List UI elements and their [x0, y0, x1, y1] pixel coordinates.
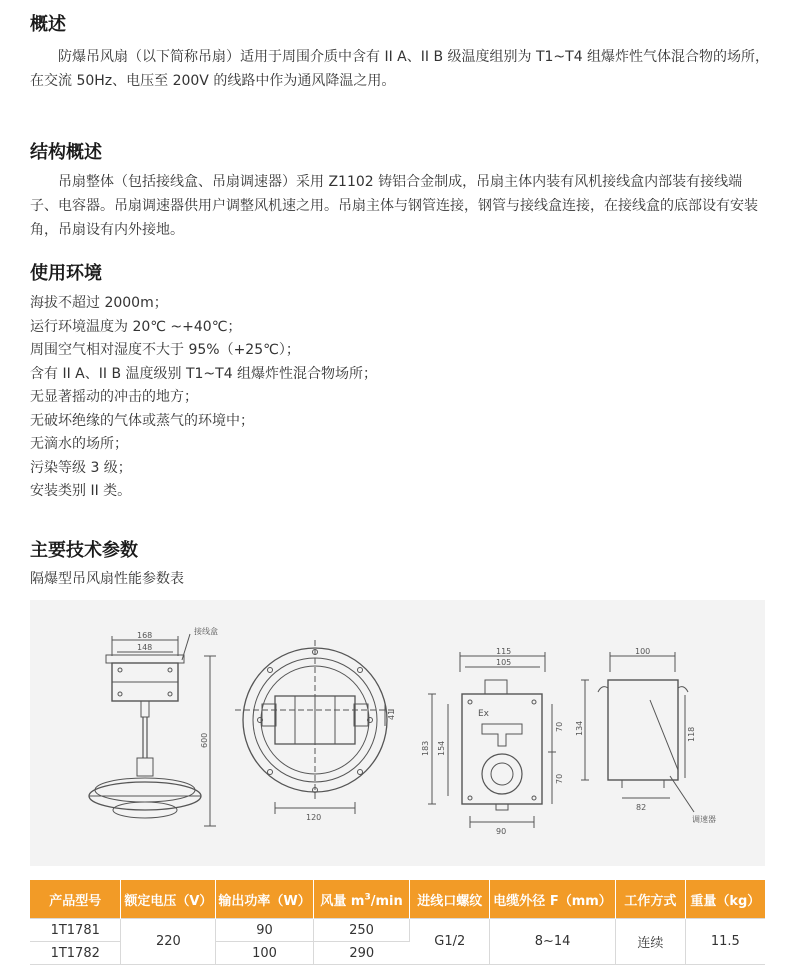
box-dim-right-a: 70 — [555, 721, 564, 732]
list-item: 无破坏绝缘的气体或蒸气的环境中； — [30, 412, 254, 429]
list-item: 运行环境温度为 20℃ ~+40℃； — [30, 318, 242, 335]
header-mode: 工作方式 — [616, 880, 686, 919]
ctrl-callout-speed-controller: 调速器 — [692, 815, 716, 824]
structure-paragraph — [30, 170, 770, 242]
structure-title: 结构概述 — [30, 142, 102, 163]
speed-controller-view — [575, 647, 716, 824]
cell-model: 1T1781 — [30, 919, 121, 942]
ctrl-dim-bottom: 82 — [636, 803, 647, 812]
ctrl-dim-left: 134 — [575, 720, 584, 736]
header-cable: 电缆外径 F（mm） — [490, 880, 616, 919]
header-power: 输出功率（W） — [216, 880, 313, 919]
cell-cable: 8~14 — [490, 919, 616, 965]
header-airflow-sup: 3 — [364, 892, 371, 903]
list-item: 海拔不超过 2000m； — [30, 295, 168, 311]
technical-drawing — [30, 600, 765, 866]
environment-title: 使用环境 — [30, 263, 102, 284]
box-dim-right-b: 70 — [555, 773, 564, 784]
overview-text: 防爆吊风扇（以下简称吊扇）适用于周围介质中含有 II A、II B 级温度组别为 T1~T4 组爆炸性气体混合物的场所，在交流 50Hz、电压至 200V 的线路中作为通风降温之用。 — [30, 49, 770, 89]
technical-drawing-panel — [30, 600, 765, 866]
cell-voltage: 220 — [121, 919, 216, 965]
round-dim-side: 41 — [387, 709, 396, 720]
list-item: 周围空气相对湿度不大于 95%（+25℃）； — [30, 342, 300, 358]
fan-dim-top-inner: 148 — [137, 643, 153, 652]
list-item: 含有 II A、II B 温度级别 T1~T4 组爆炸性混合物场所； — [30, 365, 378, 382]
ctrl-dim-top: 100 — [635, 647, 651, 656]
list-item: 无显著摇动的冲击的地方； — [30, 389, 198, 405]
box-dim-top-inner: 105 — [496, 658, 512, 667]
structure-text: 吊扇整体（包括接线盒、吊扇调速器）采用 Z1102 铸铝合金制成，吊扇主体内装有风机接线盒内部装有接线端子、电容器。吊扇调速器供用户调整风机速之用。吊扇主体与钢管连接，钢管与接线盒连接，在接线盒的底部设有安装角，吊扇设有内外接地。 — [30, 174, 758, 238]
cell-thread: G1/2 — [410, 919, 490, 965]
fan-callout-junction-box: 接线盒 — [194, 627, 218, 636]
round-dim-bottom: 120 — [306, 813, 322, 822]
box-dim-left-outer: 183 — [421, 740, 430, 756]
table-header-row — [30, 880, 765, 919]
performance-parameter-table — [30, 880, 765, 965]
cell-weight: 11.5 — [685, 919, 765, 965]
cell-model: 1T1782 — [30, 942, 121, 965]
header-voltage: 额定电压（V） — [121, 880, 216, 919]
header-thread: 进线口螺纹 — [410, 880, 490, 919]
header-model: 产品型号 — [30, 880, 121, 919]
ctrl-dim-right: 118 — [687, 726, 696, 742]
box-dim-top-outer: 115 — [496, 647, 512, 656]
overview-title: 概述 — [30, 14, 66, 35]
overview-paragraph — [30, 45, 770, 93]
cell-power: 100 — [216, 942, 313, 965]
environment-list — [30, 292, 377, 504]
list-item: 无滴水的场所； — [30, 436, 128, 452]
box-dim-left-inner: 154 — [437, 740, 446, 756]
header-airflow-suffix: /min — [370, 893, 403, 909]
cell-airflow: 290 — [313, 942, 410, 965]
table-caption: 隔爆型吊风扇性能参数表 — [30, 571, 184, 587]
header-airflow-prefix: 风量 m — [320, 893, 365, 909]
list-item: 污染等级 3 级； — [30, 459, 132, 476]
box-ex-mark: Ex — [478, 709, 490, 719]
box-dim-bottom: 90 — [496, 827, 507, 836]
cell-mode: 连续 — [616, 919, 686, 965]
specs-title: 主要技术参数 — [30, 540, 138, 561]
fan-bottom-view — [235, 640, 396, 822]
list-item: 安装类别 II 类。 — [30, 483, 132, 499]
cell-power: 90 — [216, 919, 313, 942]
fan-side-view — [89, 626, 218, 826]
header-airflow — [313, 880, 410, 919]
fan-dim-top-outer: 168 — [137, 631, 153, 640]
cell-airflow: 250 — [313, 919, 410, 942]
junction-box-view — [421, 647, 564, 836]
table-row — [30, 919, 765, 942]
fan-dim-height: 600 — [200, 732, 209, 748]
header-weight: 重量（kg） — [685, 880, 765, 919]
